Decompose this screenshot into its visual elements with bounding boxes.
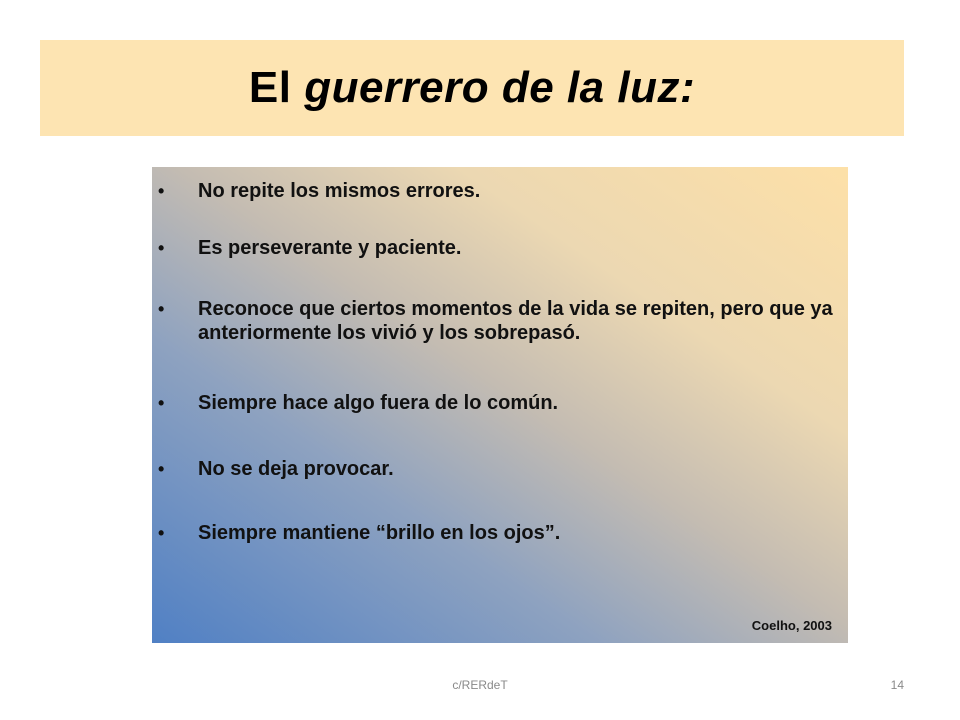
bullet-item: [152, 457, 848, 481]
bullet-item: [152, 236, 848, 260]
bullet-item: [152, 521, 848, 545]
slide-title-plain: El: [248, 63, 305, 112]
title-bar: [40, 40, 904, 136]
content-box: [152, 167, 848, 643]
bullet-text: Es perseverante y paciente.: [198, 237, 462, 259]
bullet-item: [152, 297, 848, 345]
page-number: 14: [890, 678, 904, 692]
bullet-item: [152, 391, 848, 415]
bullet-marker: •: [158, 393, 165, 413]
footer-label: c/RERdeT: [452, 678, 508, 692]
bullet-text: No repite los mismos errores.: [198, 180, 481, 202]
bullet-text: No se deja provocar.: [198, 458, 394, 480]
bullet-text: Reconoce que ciertos momentos de la vida se repiten, pero que ya anteriormente los vivió y los sobrepasó.: [198, 298, 833, 344]
slide-title-italic: guerrero de la luz:: [304, 63, 696, 112]
slide-title: [249, 63, 695, 113]
bullet-marker: •: [158, 238, 165, 258]
bullet-text: Siempre hace algo fuera de lo común.: [198, 392, 559, 414]
bullet-item: [152, 179, 848, 203]
bullet-text: Siempre mantiene “brillo en los ojos”.: [198, 522, 561, 544]
bullet-marker: •: [158, 299, 165, 319]
bullet-marker: •: [158, 181, 165, 201]
bullet-marker: •: [158, 459, 165, 479]
bullet-marker: •: [158, 523, 165, 543]
citation: Coelho, 2003: [751, 618, 832, 633]
